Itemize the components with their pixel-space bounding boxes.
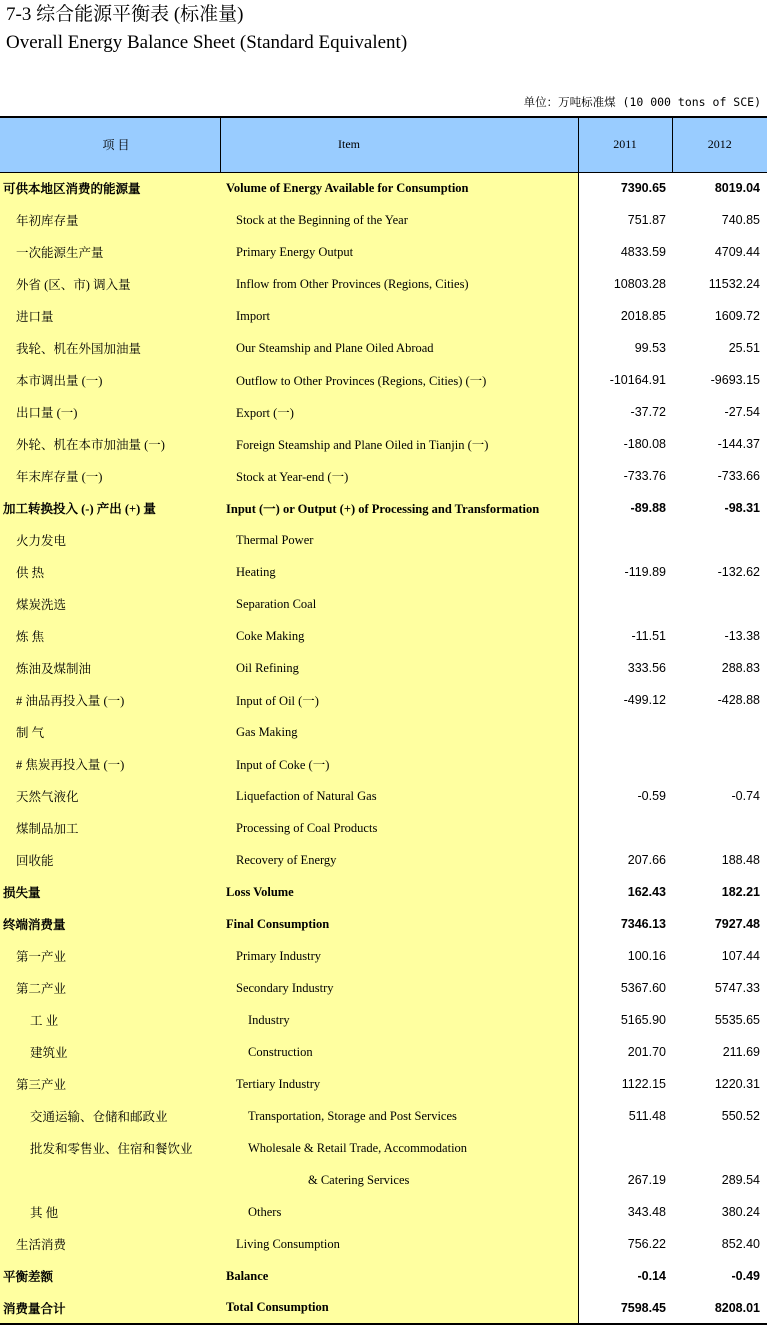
value-2011: 201.70 (578, 1036, 672, 1068)
value-2012: 25.51 (672, 332, 767, 364)
row-label-cn: 生活消费 (0, 1228, 220, 1260)
row-label-cn: 其 他 (0, 1196, 220, 1228)
row-label-cn: 本市调出量 (一) (0, 364, 220, 396)
value-2012: 289.54 (672, 1164, 767, 1196)
table-row (0, 364, 767, 396)
row-label-en: Loss Volume (220, 876, 578, 908)
row-label-cn: 我轮、机在外国加油量 (0, 332, 220, 364)
header-item-cn: 项 目 (0, 117, 220, 172)
value-2012: 1220.31 (672, 1068, 767, 1100)
value-2011: -499.12 (578, 684, 672, 716)
table-row (0, 1068, 767, 1100)
row-label-en: Volume of Energy Available for Consumption (220, 172, 578, 204)
row-label-en: Final Consumption (220, 908, 578, 940)
table-row (0, 492, 767, 524)
table-row (0, 204, 767, 236)
row-label-en: Balance (220, 1260, 578, 1292)
value-2011: 2018.85 (578, 300, 672, 332)
value-2012: 8019.04 (672, 172, 767, 204)
row-label-cn (0, 1164, 220, 1196)
value-2012 (672, 716, 767, 748)
value-2011: 10803.28 (578, 268, 672, 300)
value-2011: 511.48 (578, 1100, 672, 1132)
value-2011 (578, 716, 672, 748)
value-2011: -180.08 (578, 428, 672, 460)
row-label-en: Primary Industry (220, 940, 578, 972)
table-row (0, 332, 767, 364)
value-2012: 4709.44 (672, 236, 767, 268)
row-label-cn: 终端消费量 (0, 908, 220, 940)
row-label-cn: 煤制品加工 (0, 812, 220, 844)
row-label-en: Input of Coke (一) (220, 748, 578, 780)
value-2011: 207.66 (578, 844, 672, 876)
value-2012: -0.49 (672, 1260, 767, 1292)
value-2011: 756.22 (578, 1228, 672, 1260)
unit-note: 单位：万吨标准煤 (10 000 tons of SCE) (523, 95, 761, 109)
page-title-english: Overall Energy Balance Sheet (Standard Equivalent) (6, 32, 408, 53)
row-label-cn: # 焦炭再投入量 (一) (0, 748, 220, 780)
table-row (0, 812, 767, 844)
value-2011: 99.53 (578, 332, 672, 364)
row-label-en: Transportation, Storage and Post Services (220, 1100, 578, 1132)
value-2012: -0.74 (672, 780, 767, 812)
value-2012: 8208.01 (672, 1292, 767, 1324)
row-label-en: Input (一) or Output (+) of Processing and Transformation (220, 492, 578, 524)
value-2011 (578, 812, 672, 844)
table-row (0, 1196, 767, 1228)
table-row (0, 588, 767, 620)
value-2012: 380.24 (672, 1196, 767, 1228)
table-row (0, 428, 767, 460)
value-2011: -89.88 (578, 492, 672, 524)
row-label-cn: 批发和零售业、住宿和餐饮业 (0, 1132, 220, 1164)
table-row (0, 652, 767, 684)
row-label-cn: 煤炭洗选 (0, 588, 220, 620)
header-year-2012: 2012 (672, 117, 767, 172)
row-label-en: Input of Oil (一) (220, 684, 578, 716)
row-label-cn: 第三产业 (0, 1068, 220, 1100)
value-2011: 333.56 (578, 652, 672, 684)
value-2012: -733.66 (672, 460, 767, 492)
value-2011: 4833.59 (578, 236, 672, 268)
row-label-cn: 天然气液化 (0, 780, 220, 812)
value-2012: 188.48 (672, 844, 767, 876)
table-row (0, 1100, 767, 1132)
row-label-en: Wholesale & Retail Trade, Accommodation (220, 1132, 578, 1164)
row-label-en: Foreign Steamship and Plane Oiled in Tianjin (一) (220, 428, 578, 460)
value-2011: 162.43 (578, 876, 672, 908)
table-row (0, 684, 767, 716)
value-2012: 5747.33 (672, 972, 767, 1004)
table-row (0, 1228, 767, 1260)
row-label-cn: 加工转换投入 (-) 产出 (+) 量 (0, 492, 220, 524)
header-item-en: Item (220, 117, 578, 172)
table-row (0, 300, 767, 332)
value-2011: 343.48 (578, 1196, 672, 1228)
value-2011: 7346.13 (578, 908, 672, 940)
value-2011: -10164.91 (578, 364, 672, 396)
value-2011: 7390.65 (578, 172, 672, 204)
value-2011: -0.59 (578, 780, 672, 812)
row-label-en: Stock at the Beginning of the Year (220, 204, 578, 236)
energy-balance-table (0, 116, 767, 1325)
value-2012: 852.40 (672, 1228, 767, 1260)
value-2012: 5535.65 (672, 1004, 767, 1036)
value-2011: 751.87 (578, 204, 672, 236)
row-label-en: Secondary Industry (220, 972, 578, 1004)
value-2012: -27.54 (672, 396, 767, 428)
row-label-en: Oil Refining (220, 652, 578, 684)
row-label-cn: 第一产业 (0, 940, 220, 972)
row-label-cn: 供 热 (0, 556, 220, 588)
value-2012 (672, 1132, 767, 1164)
row-label-en: Tertiary Industry (220, 1068, 578, 1100)
row-label-en: Separation Coal (220, 588, 578, 620)
row-label-cn: 外省 (区、市) 调入量 (0, 268, 220, 300)
row-label-cn: 工 业 (0, 1004, 220, 1036)
value-2012 (672, 588, 767, 620)
value-2011 (578, 748, 672, 780)
value-2012: -144.37 (672, 428, 767, 460)
table-row (0, 940, 767, 972)
table-row (0, 748, 767, 780)
row-label-en: & Catering Services (220, 1164, 578, 1196)
table-row (0, 268, 767, 300)
table-row (0, 1036, 767, 1068)
row-label-cn: 第二产业 (0, 972, 220, 1004)
row-label-en: Living Consumption (220, 1228, 578, 1260)
header-year-2011: 2011 (578, 117, 672, 172)
value-2011: -0.14 (578, 1260, 672, 1292)
row-label-cn: 制 气 (0, 716, 220, 748)
value-2012: 182.21 (672, 876, 767, 908)
row-label-en: Processing of Coal Products (220, 812, 578, 844)
value-2011 (578, 524, 672, 556)
table-row (0, 1260, 767, 1292)
table-row (0, 876, 767, 908)
value-2011: 5165.90 (578, 1004, 672, 1036)
value-2011: 1122.15 (578, 1068, 672, 1100)
value-2012: -98.31 (672, 492, 767, 524)
table-row (0, 780, 767, 812)
value-2012: -13.38 (672, 620, 767, 652)
row-label-cn: 年初库存量 (0, 204, 220, 236)
value-2011: 5367.60 (578, 972, 672, 1004)
row-label-en: Gas Making (220, 716, 578, 748)
value-2012: -428.88 (672, 684, 767, 716)
row-label-cn: 炼油及煤制油 (0, 652, 220, 684)
row-label-en: Heating (220, 556, 578, 588)
value-2011: 7598.45 (578, 1292, 672, 1324)
row-label-en: Export (一) (220, 396, 578, 428)
row-label-cn: 出口量 (一) (0, 396, 220, 428)
value-2011: 267.19 (578, 1164, 672, 1196)
row-label-en: Coke Making (220, 620, 578, 652)
value-2011: 100.16 (578, 940, 672, 972)
value-2012: -9693.15 (672, 364, 767, 396)
row-label-cn: 外轮、机在本市加油量 (一) (0, 428, 220, 460)
table-row (0, 1164, 767, 1196)
table-header-row (0, 117, 767, 172)
row-label-en: Stock at Year-end (一) (220, 460, 578, 492)
row-label-en: Others (220, 1196, 578, 1228)
row-label-cn: 可供本地区消费的能源量 (0, 172, 220, 204)
table-row (0, 908, 767, 940)
table-row (0, 556, 767, 588)
row-label-cn: 年末库存量 (一) (0, 460, 220, 492)
row-label-cn: 火力发电 (0, 524, 220, 556)
value-2012 (672, 812, 767, 844)
table-row (0, 460, 767, 492)
value-2012: 107.44 (672, 940, 767, 972)
row-label-en: Total Consumption (220, 1292, 578, 1324)
row-label-en: Outflow to Other Provinces (Regions, Cities) (一) (220, 364, 578, 396)
value-2012: 7927.48 (672, 908, 767, 940)
table-row (0, 620, 767, 652)
row-label-cn: 一次能源生产量 (0, 236, 220, 268)
table-row (0, 1132, 767, 1164)
row-label-en: Our Steamship and Plane Oiled Abroad (220, 332, 578, 364)
value-2011 (578, 588, 672, 620)
value-2012: 1609.72 (672, 300, 767, 332)
table-row (0, 172, 767, 204)
row-label-en: Recovery of Energy (220, 844, 578, 876)
row-label-cn: 消费量合计 (0, 1292, 220, 1324)
value-2011: -119.89 (578, 556, 672, 588)
value-2011: -37.72 (578, 396, 672, 428)
row-label-cn: # 油品再投入量 (一) (0, 684, 220, 716)
value-2012: 211.69 (672, 1036, 767, 1068)
row-label-en: Industry (220, 1004, 578, 1036)
table-row (0, 972, 767, 1004)
value-2011: -733.76 (578, 460, 672, 492)
row-label-en: Liquefaction of Natural Gas (220, 780, 578, 812)
row-label-cn: 炼 焦 (0, 620, 220, 652)
row-label-en: Construction (220, 1036, 578, 1068)
row-label-cn: 建筑业 (0, 1036, 220, 1068)
value-2012: 550.52 (672, 1100, 767, 1132)
row-label-en: Thermal Power (220, 524, 578, 556)
row-label-en: Inflow from Other Provinces (Regions, Cities) (220, 268, 578, 300)
page-title-chinese: 7-3 综合能源平衡表 (标准量) (6, 4, 244, 25)
value-2012: 11532.24 (672, 268, 767, 300)
value-2012: 740.85 (672, 204, 767, 236)
table-row (0, 844, 767, 876)
table-row (0, 1292, 767, 1324)
value-2012: -132.62 (672, 556, 767, 588)
value-2012: 288.83 (672, 652, 767, 684)
table-row (0, 1004, 767, 1036)
row-label-en: Primary Energy Output (220, 236, 578, 268)
row-label-cn: 损失量 (0, 876, 220, 908)
table-row (0, 236, 767, 268)
value-2012 (672, 524, 767, 556)
row-label-cn: 进口量 (0, 300, 220, 332)
row-label-cn: 回收能 (0, 844, 220, 876)
row-label-cn: 交通运输、仓储和邮政业 (0, 1100, 220, 1132)
value-2011 (578, 1132, 672, 1164)
row-label-en: Import (220, 300, 578, 332)
value-2012 (672, 748, 767, 780)
row-label-cn: 平衡差额 (0, 1260, 220, 1292)
table-row (0, 524, 767, 556)
table-row (0, 716, 767, 748)
value-2011: -11.51 (578, 620, 672, 652)
table-row (0, 396, 767, 428)
